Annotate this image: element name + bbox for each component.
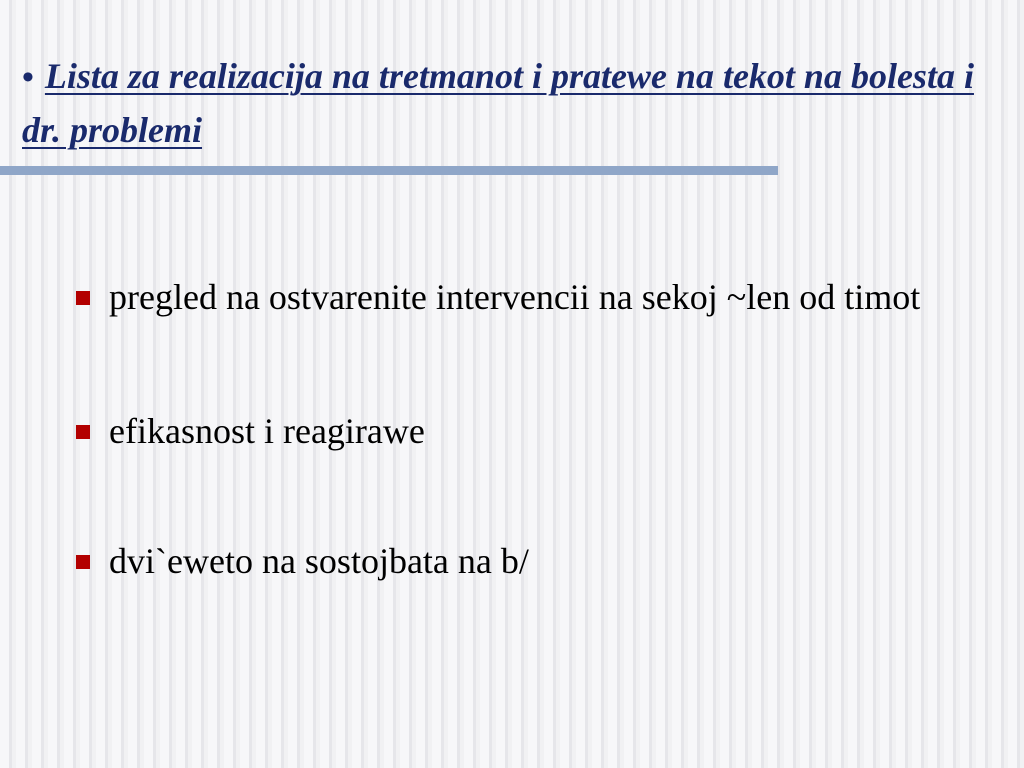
title-divider (0, 166, 778, 175)
square-bullet-icon (76, 555, 90, 569)
list-item (76, 404, 936, 458)
bullet-list (76, 270, 936, 588)
slide-title-text: Lista za realizacija na tretmanot i pratewe na tekot na bolesta i dr. problemi (22, 56, 974, 150)
square-bullet-icon (76, 425, 90, 439)
list-item-text: dvi`eweto na sostojbata na b/ (109, 541, 529, 581)
slide-title (22, 50, 1012, 156)
round-bullet-icon: • (22, 59, 34, 96)
list-item (76, 270, 936, 324)
list-item (76, 534, 936, 588)
square-bullet-icon (76, 291, 90, 305)
list-item-text: efikasnost i reagirawe (109, 411, 425, 451)
list-item-text: pregled na ostvarenite intervencii na sekoj ~len od timot (109, 277, 921, 317)
